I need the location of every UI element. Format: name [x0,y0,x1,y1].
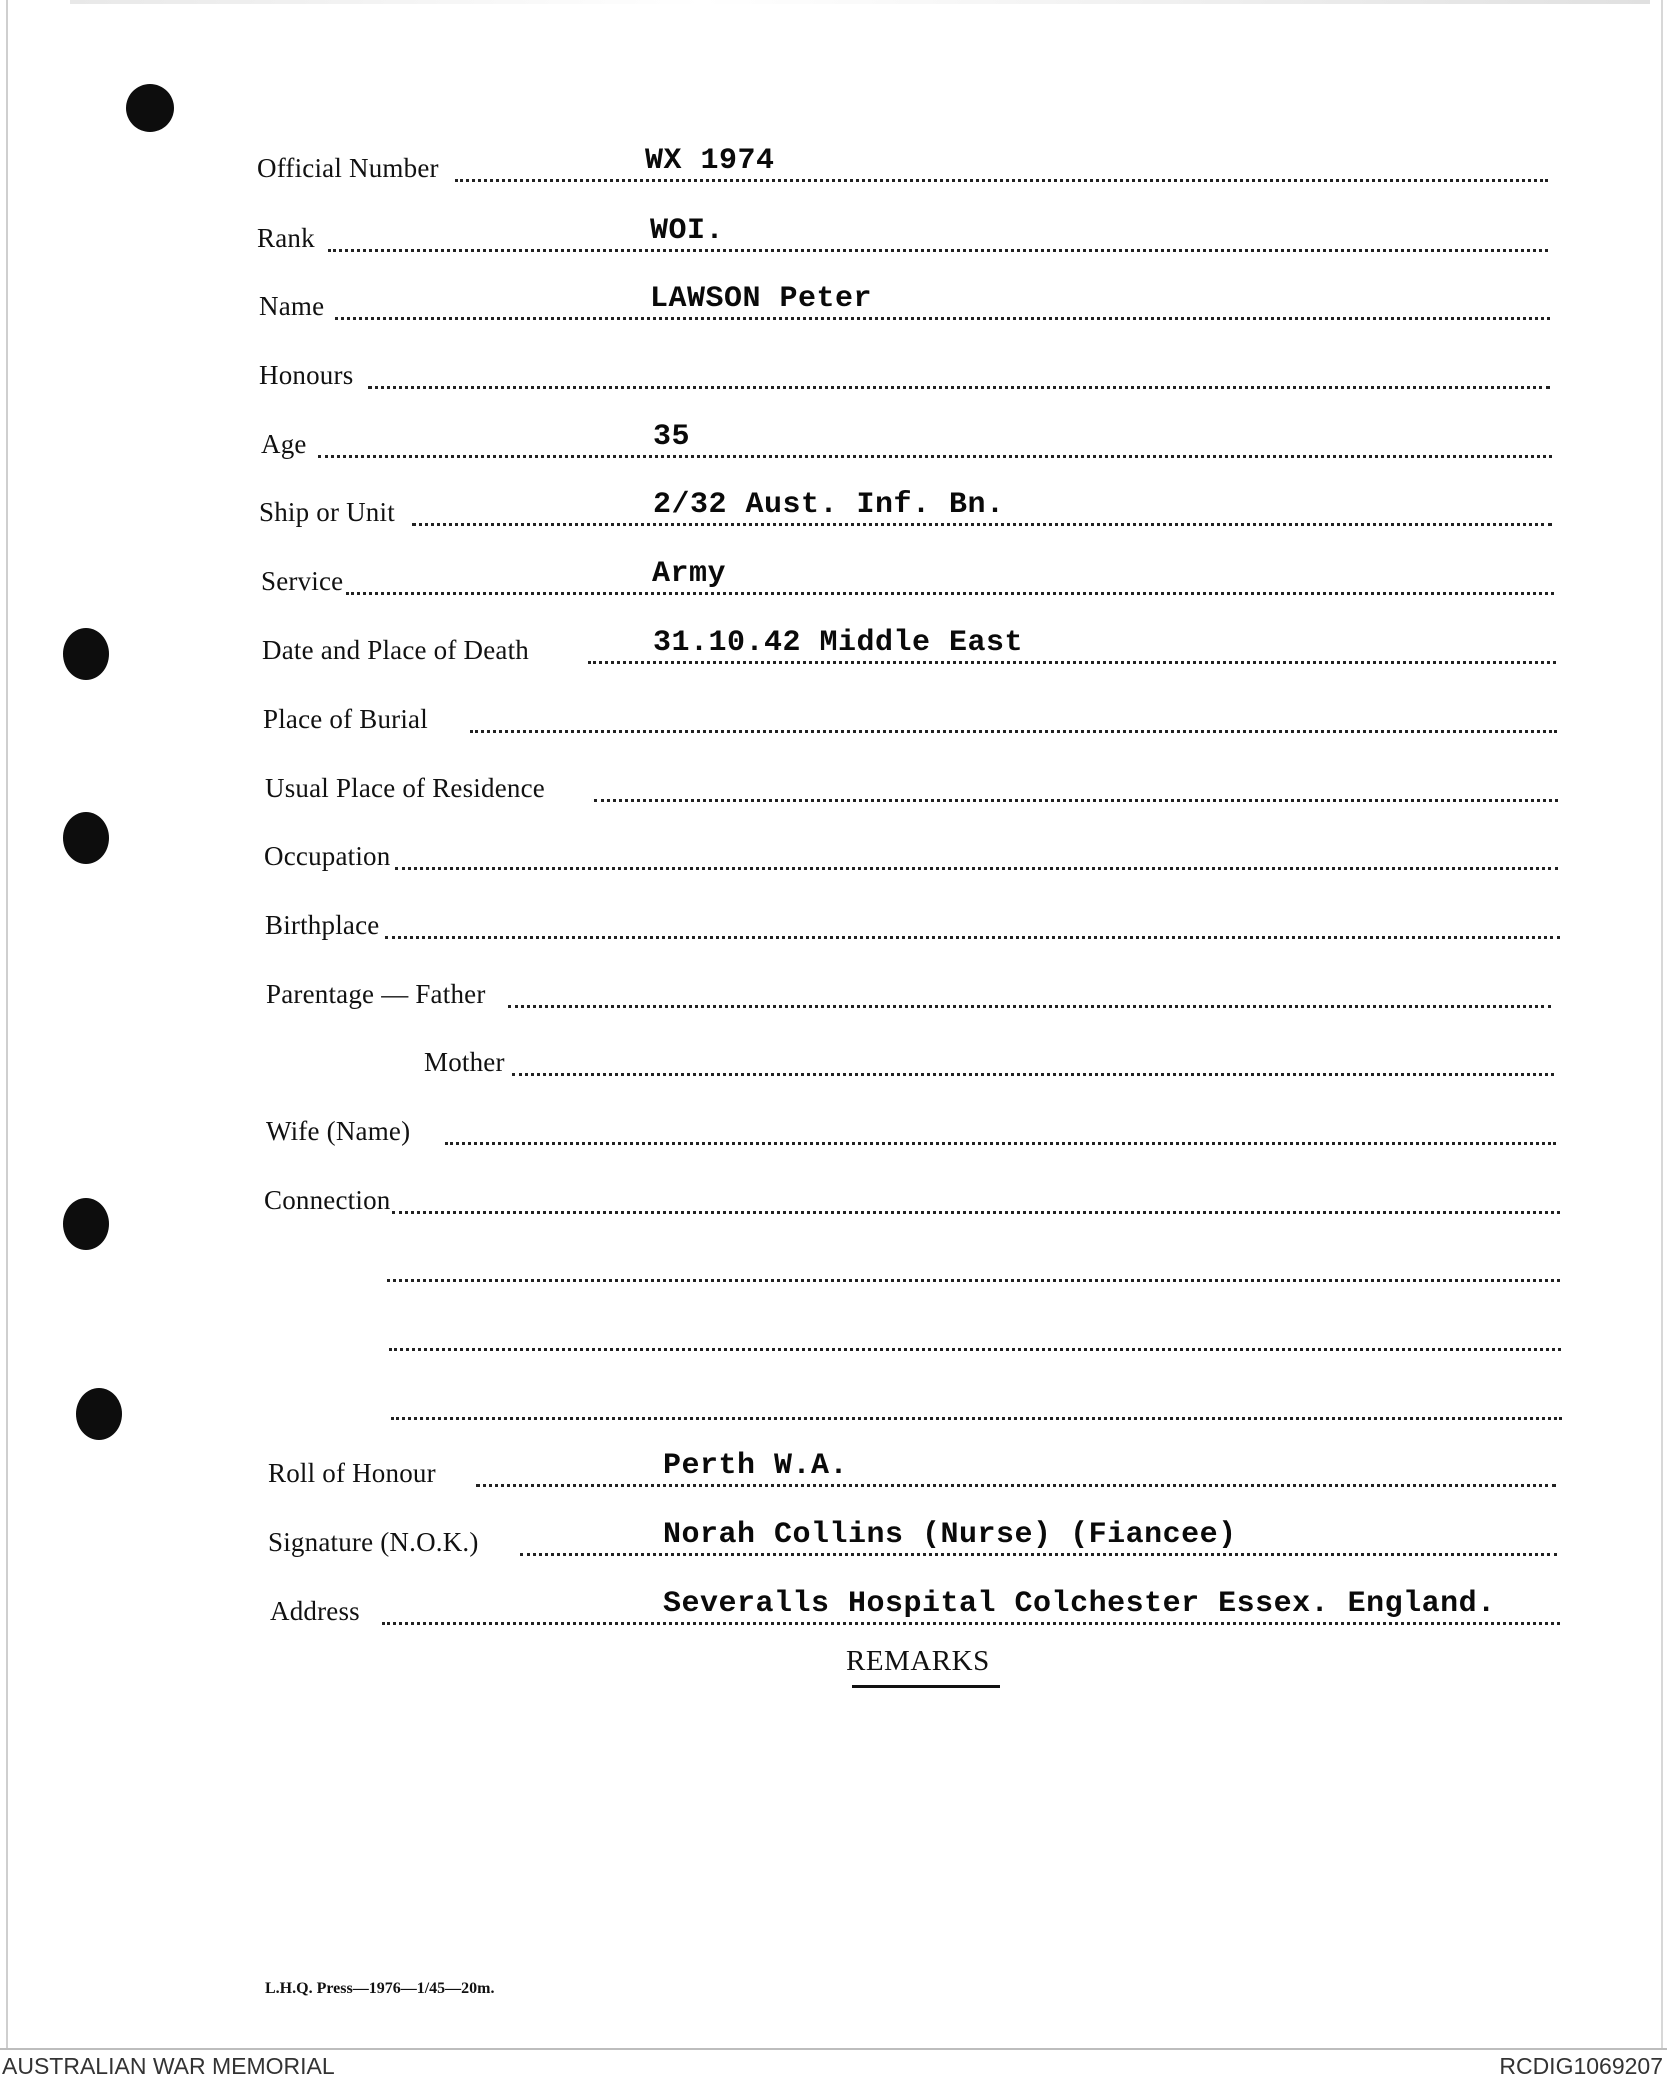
dotted-line [476,1484,1556,1487]
footer-source: AUSTRALIAN WAR MEMORIAL [2,2053,335,2079]
dotted-line [335,317,1550,320]
value-official-number: WX 1974 [645,144,775,178]
row-honours [0,337,1667,397]
label-age: Age [261,429,307,459]
row-connection-line-3 [0,1299,1667,1359]
row-mother [0,1024,1667,1084]
label-address: Address [270,1596,360,1626]
label-wife-name: Wife (Name) [266,1116,411,1146]
row-connection-line-2 [0,1230,1667,1290]
label-signature-nok: Signature (N.O.K.) [268,1527,479,1557]
footer-divider [0,2048,1667,2050]
label-service: Service [261,566,344,596]
dotted-line [512,1073,1554,1076]
value-rank: WOI. [650,214,725,248]
value-signature-nok: Norah Collins (Nurse) (Fiancee) [663,1518,1237,1552]
punch-hole-icon [126,84,174,132]
row-rank [0,200,1667,260]
row-usual-residence [0,750,1667,810]
dotted-line [368,386,1550,389]
value-date-place-of-death: 31.10.42 Middle East [653,626,1024,660]
footer-record-id: RCDIG1069207 [1499,2053,1663,2079]
row-ship-or-unit [0,474,1667,534]
label-place-of-burial: Place of Burial [263,704,428,734]
row-date-place-of-death [0,612,1667,672]
value-age: 35 [653,420,691,454]
value-roll-of-honour: Perth W.A. [663,1449,849,1483]
remarks-underline [852,1685,1000,1688]
dotted-line [387,1279,1560,1282]
dotted-line [392,1211,1560,1214]
remarks-heading: REMARKS [846,1645,990,1677]
row-age [0,406,1667,466]
dotted-line [395,867,1558,870]
label-connection: Connection [264,1185,391,1215]
dotted-line [588,661,1556,664]
row-address [0,1573,1667,1633]
row-official-number [0,130,1667,190]
label-roll-of-honour: Roll of Honour [268,1458,436,1488]
dotted-line [328,249,1548,252]
row-signature-nok [0,1504,1667,1564]
value-name: LAWSON Peter [650,282,873,316]
label-ship-or-unit: Ship or Unit [259,497,395,527]
dotted-line [594,799,1558,802]
label-honours: Honours [259,360,354,390]
scan-top-edge [70,0,1650,4]
row-connection-line-4 [0,1368,1667,1428]
dotted-line [382,1622,1560,1625]
dotted-line [520,1553,1557,1556]
label-date-place-of-death: Date and Place of Death [262,635,529,665]
label-birthplace: Birthplace [265,910,380,940]
dotted-line [389,1348,1561,1351]
dotted-line [318,455,1552,458]
label-official-number: Official Number [257,153,439,183]
value-ship-or-unit: 2/32 Aust. Inf. Bn. [653,488,1005,522]
row-connection [0,1162,1667,1222]
dotted-line [455,179,1548,182]
dotted-line [508,1005,1551,1008]
footer-bar [0,2050,1667,2082]
dotted-line [346,592,1554,595]
row-place-of-burial [0,681,1667,741]
dotted-line [391,1417,1562,1420]
row-roll-of-honour [0,1435,1667,1495]
dotted-line [412,523,1552,526]
label-name: Name [259,291,325,321]
dotted-line [385,936,1560,939]
row-wife-name [0,1093,1667,1153]
label-usual-residence: Usual Place of Residence [265,773,545,803]
label-rank: Rank [257,223,315,253]
row-birthplace [0,887,1667,947]
dotted-line [445,1142,1556,1145]
value-address: Severalls Hospital Colchester Essex. England. [663,1587,1496,1621]
print-code: L.H.Q. Press—1976—1/45—20m. [265,1980,495,1997]
label-father: Parentage — Father [266,979,486,1009]
value-service: Army [652,557,727,591]
row-name [0,268,1667,328]
row-service [0,543,1667,603]
row-father [0,956,1667,1016]
row-occupation [0,818,1667,878]
dotted-line [470,730,1557,733]
label-mother: Mother [424,1047,505,1077]
label-occupation: Occupation [264,841,391,871]
